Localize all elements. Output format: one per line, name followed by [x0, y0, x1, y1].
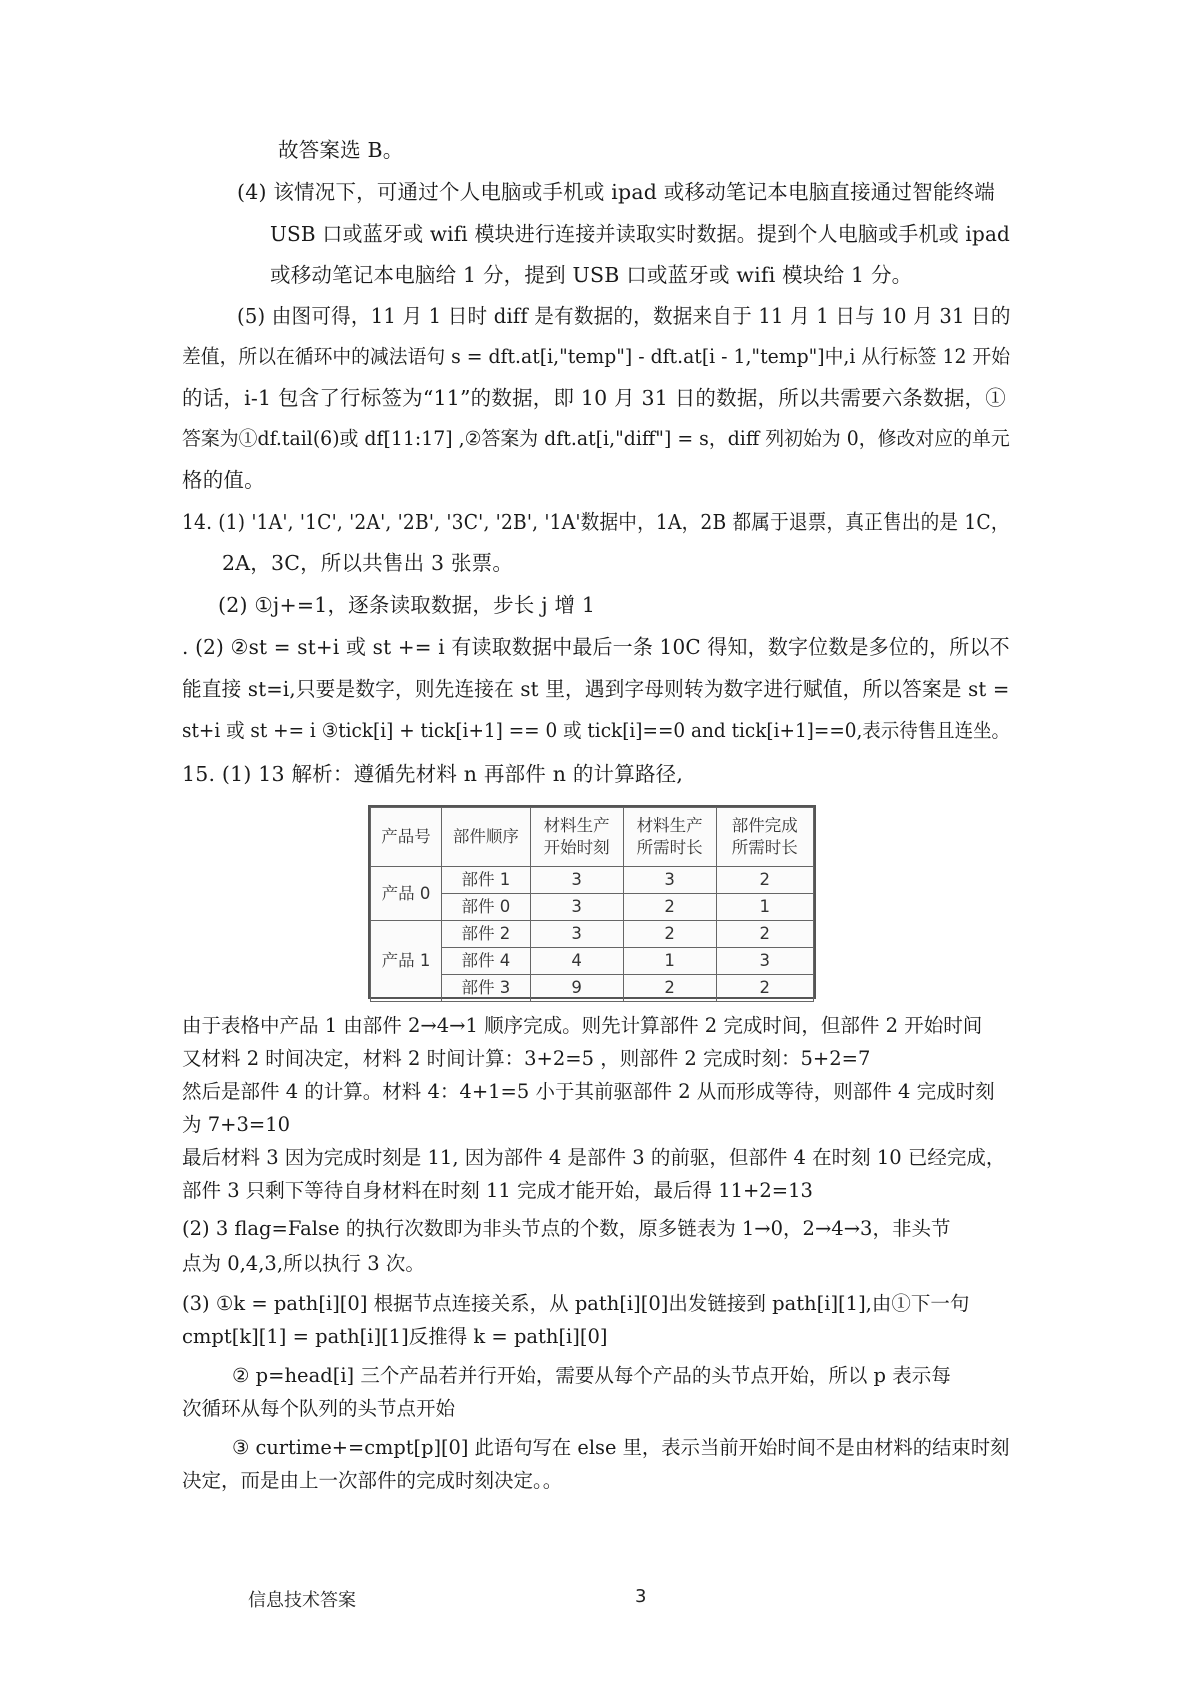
table-row — [371, 867, 814, 894]
text-line: 次循环从每个队列的头节点开始 — [182, 1397, 456, 1420]
header-text: 材料生产 — [636, 816, 703, 835]
header-text: 所需时长 — [731, 838, 798, 857]
value-cell: 2 — [623, 975, 716, 1002]
value-cell: 1 — [623, 948, 716, 975]
text-line: 由于表格中产品 1 由部件 2→4→1 顺序完成。则先计算部件 2 完成时间，但部件 2 开始时间 — [182, 1014, 983, 1037]
text-line: 故答案选 B。 — [278, 138, 404, 162]
header-text: 产品号 — [381, 827, 431, 846]
value-cell: 2 — [716, 975, 813, 1002]
header-part-order — [442, 808, 531, 867]
question-15-line: 15. (1) 13 解析：遵循先材料 n 再部件 n 的计算路径, — [182, 762, 684, 786]
value-cell: 2 — [716, 921, 813, 948]
text-line: (2) 3 flag=False 的执行次数即为非头节点的个数，原多链表为 1→0，2→4→3，非头节 — [182, 1217, 951, 1240]
table-header-row — [371, 808, 814, 867]
product-cell: 产品 0 — [371, 867, 442, 921]
value-cell: 2 — [623, 894, 716, 921]
text-line: 能直接 st=i,只要是数字，则先连接在 st 里，遇到字母则转为数字进行赋值，所以答案是 st = — [182, 677, 1010, 701]
part-cell: 部件 4 — [442, 948, 531, 975]
header-text: 部件顺序 — [452, 827, 519, 846]
part-cell: 部件 2 — [442, 921, 531, 948]
header-text: 材料生产 — [543, 816, 610, 835]
header-text: 开始时刻 — [543, 838, 610, 857]
product-cell: 产品 1 — [371, 921, 442, 1002]
value-cell: 2 — [623, 921, 716, 948]
value-cell: 2 — [716, 867, 813, 894]
text-line: (5) 由图可得，11 月 1 日时 diff 是有数据的，数据来自于 11 月 1 日与 10 月 31 日的 — [237, 304, 1011, 328]
text-line: ③ curtime+=cmpt[p][0] 此语句写在 else 里，表示当前开始时间不是由材料的结束时刻 — [232, 1436, 1010, 1459]
header-text: 所需时长 — [636, 838, 703, 857]
question-14-line: 14. (1) '1A', '1C', '2A', '2B', '3C', '2B', '1A'数据中，1A，2B 都属于退票，真正售出的是 1C， — [182, 510, 1010, 534]
text-line: 或移动笔记本电脑给 1 分，提到 USB 口或蓝牙或 wifi 模块给 1 分。 — [270, 263, 913, 287]
value-cell: 3 — [530, 867, 623, 894]
text-line: 2A，3C，所以共售出 3 张票。 — [222, 551, 514, 575]
footer-subject: 信息技术答案 — [248, 1590, 356, 1611]
value-cell: 1 — [716, 894, 813, 921]
header-material-duration — [623, 808, 716, 867]
text-line: 决定，而是由上一次部件的完成时刻决定。。 — [182, 1469, 563, 1492]
parts-schedule-table — [368, 805, 816, 999]
text-line: 格的值。 — [182, 468, 265, 492]
text-line: . (2) ②st = st+i 或 st += i 有读取数据中最后一条 10C 得知，数字位数是多位的，所以不 — [182, 635, 1010, 659]
parts-table — [370, 807, 814, 1002]
header-text: 部件完成 — [731, 816, 798, 835]
value-cell: 3 — [716, 948, 813, 975]
text-line: (2) ①j+=1，逐条读取数据，步长 j 增 1 — [218, 593, 596, 617]
text-line: (3) ①k = path[i][0] 根据节点连接关系，从 path[i][0]出发链接到 path[i][1],由①下一句 — [182, 1292, 970, 1315]
value-cell: 3 — [623, 867, 716, 894]
value-cell: 9 — [530, 975, 623, 1002]
text-line: 为 7+3=10 — [182, 1113, 291, 1136]
text-line: 点为 0,4,3,所以执行 3 次。 — [182, 1252, 425, 1275]
text-line: cmpt[k][1] = path[i][1]反推得 k = path[i][0] — [182, 1325, 608, 1348]
text-line: 答案为①df.tail(6)或 df[11:17] ,②答案为 dft.at[i,"diff"] = s，diff 列初始为 0，修改对应的单元 — [182, 427, 1010, 450]
value-cell: 4 — [530, 948, 623, 975]
header-material-start — [530, 808, 623, 867]
text-line: 差值，所以在循环中的减法语句 s = dft.at[i,"temp"] - dft.at[i - 1,"temp"]中,i 从行标签 12 开始 — [182, 345, 1011, 368]
text-line: 最后材料 3 因为完成时刻是 11, 因为部件 4 是部件 3 的前驱，但部件 4 在时刻 10 已经完成， — [182, 1146, 1006, 1169]
header-part-duration — [716, 808, 813, 867]
value-cell: 3 — [530, 921, 623, 948]
text-line: 又材料 2 时间决定，材料 2 时间计算：3+2=5 ，则部件 2 完成时刻：5+2=7 — [182, 1047, 871, 1070]
text-line: 部件 3 只剩下等待自身材料在时刻 11 完成才能开始，最后得 11+2=13 — [182, 1179, 813, 1202]
value-cell: 3 — [530, 894, 623, 921]
text-line: 的话，i-1 包含了行标签为“11”的数据，即 10 月 31 日的数据，所以共需要六条数据，① — [182, 386, 1006, 410]
text-line: st+i 或 st += i ③tick[i] + tick[i+1] == 0 或 tick[i]==0 and tick[i+1]==0,表示待售且连坐。 — [182, 719, 1010, 742]
text-line: USB 口或蓝牙或 wifi 模块进行连接并读取实时数据。提到个人电脑或手机或 ipad — [270, 222, 1011, 246]
part-cell: 部件 0 — [442, 894, 531, 921]
page-number: 3 — [635, 1586, 647, 1607]
part-cell: 部件 1 — [442, 867, 531, 894]
table-row — [371, 921, 814, 948]
header-product — [371, 808, 442, 867]
text-line: 然后是部件 4 的计算。材料 4：4+1=5 小于其前驱部件 2 从而形成等待，则部件 4 完成时刻 — [182, 1080, 995, 1103]
text-line: (4) 该情况下，可通过个人电脑或手机或 ipad 或移动笔记本电脑直接通过智能终端 — [237, 180, 996, 204]
text-line: ② p=head[i] 三个产品若并行开始，需要从每个产品的头节点开始，所以 p 表示每 — [232, 1364, 951, 1387]
part-cell: 部件 3 — [442, 975, 531, 1002]
